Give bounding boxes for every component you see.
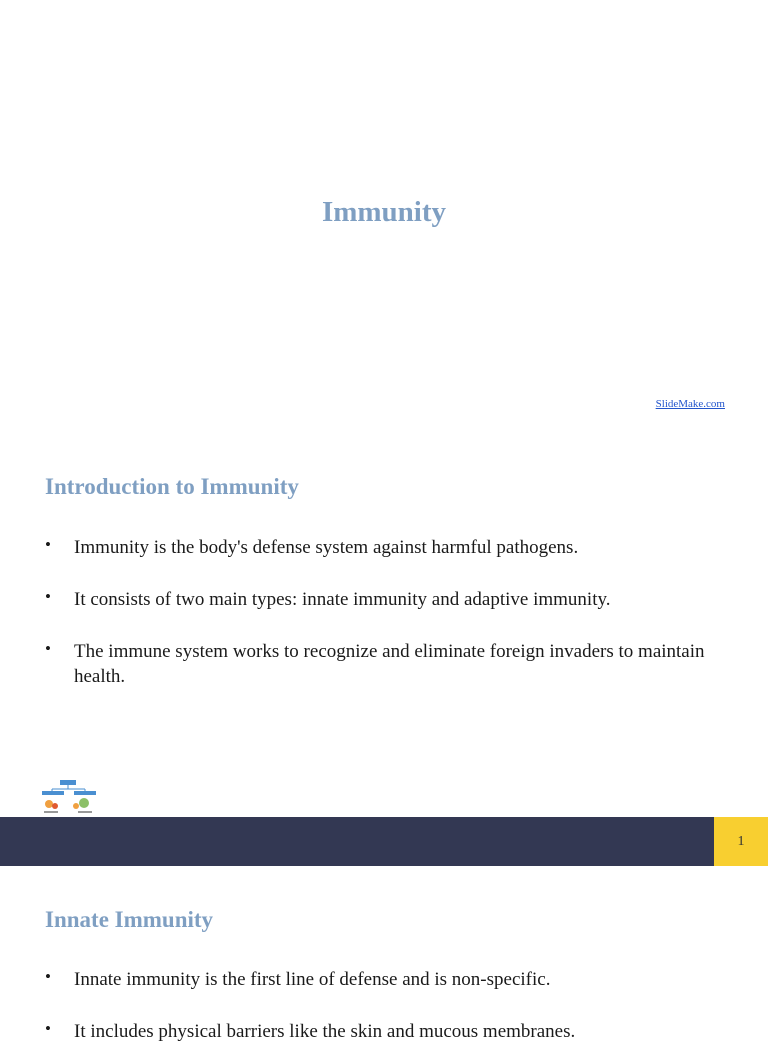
title-slide-heading: Immunity <box>321 196 447 228</box>
slidemake-link[interactable]: SlideMake.com <box>655 398 725 410</box>
bullet-icon: • <box>45 639 51 658</box>
footer-bar <box>0 817 714 866</box>
page-number: 1 <box>714 817 768 866</box>
innate-bullet-list <box>45 967 716 1044</box>
immunity-diagram-thumbnail <box>40 778 98 816</box>
intro-bullet-list <box>45 535 716 689</box>
bullet-text: The immune system works to recognize and eliminate foreign invaders to maintain health. <box>74 641 705 687</box>
bullet-icon: • <box>45 535 51 554</box>
list-item <box>45 587 716 612</box>
diagram-right-cell-icon <box>73 803 79 809</box>
diagram-left-cell-icon <box>45 800 53 808</box>
list-item <box>45 1019 716 1044</box>
intro-section-title: Introduction to Immunity <box>45 474 299 499</box>
bullet-text: It includes physical barriers like the skin and mucous membranes. <box>74 1021 576 1042</box>
bullet-icon: • <box>45 1019 51 1038</box>
diagram-right-node <box>74 791 96 795</box>
bullet-text: It consists of two main types: innate immunity and adaptive immunity. <box>74 589 611 610</box>
list-item <box>45 535 716 560</box>
diagram-root-node <box>60 780 76 785</box>
bullet-icon: • <box>45 587 51 606</box>
diagram-left-node <box>42 791 64 795</box>
bullet-icon: • <box>45 967 51 986</box>
list-item <box>45 967 716 992</box>
innate-section-title: Innate Immunity <box>45 907 214 932</box>
bullet-text: Innate immunity is the first line of defense and is non-specific. <box>74 969 551 990</box>
bullet-text: Immunity is the body's defense system against harmful pathogens. <box>74 537 579 558</box>
list-item <box>45 639 716 689</box>
